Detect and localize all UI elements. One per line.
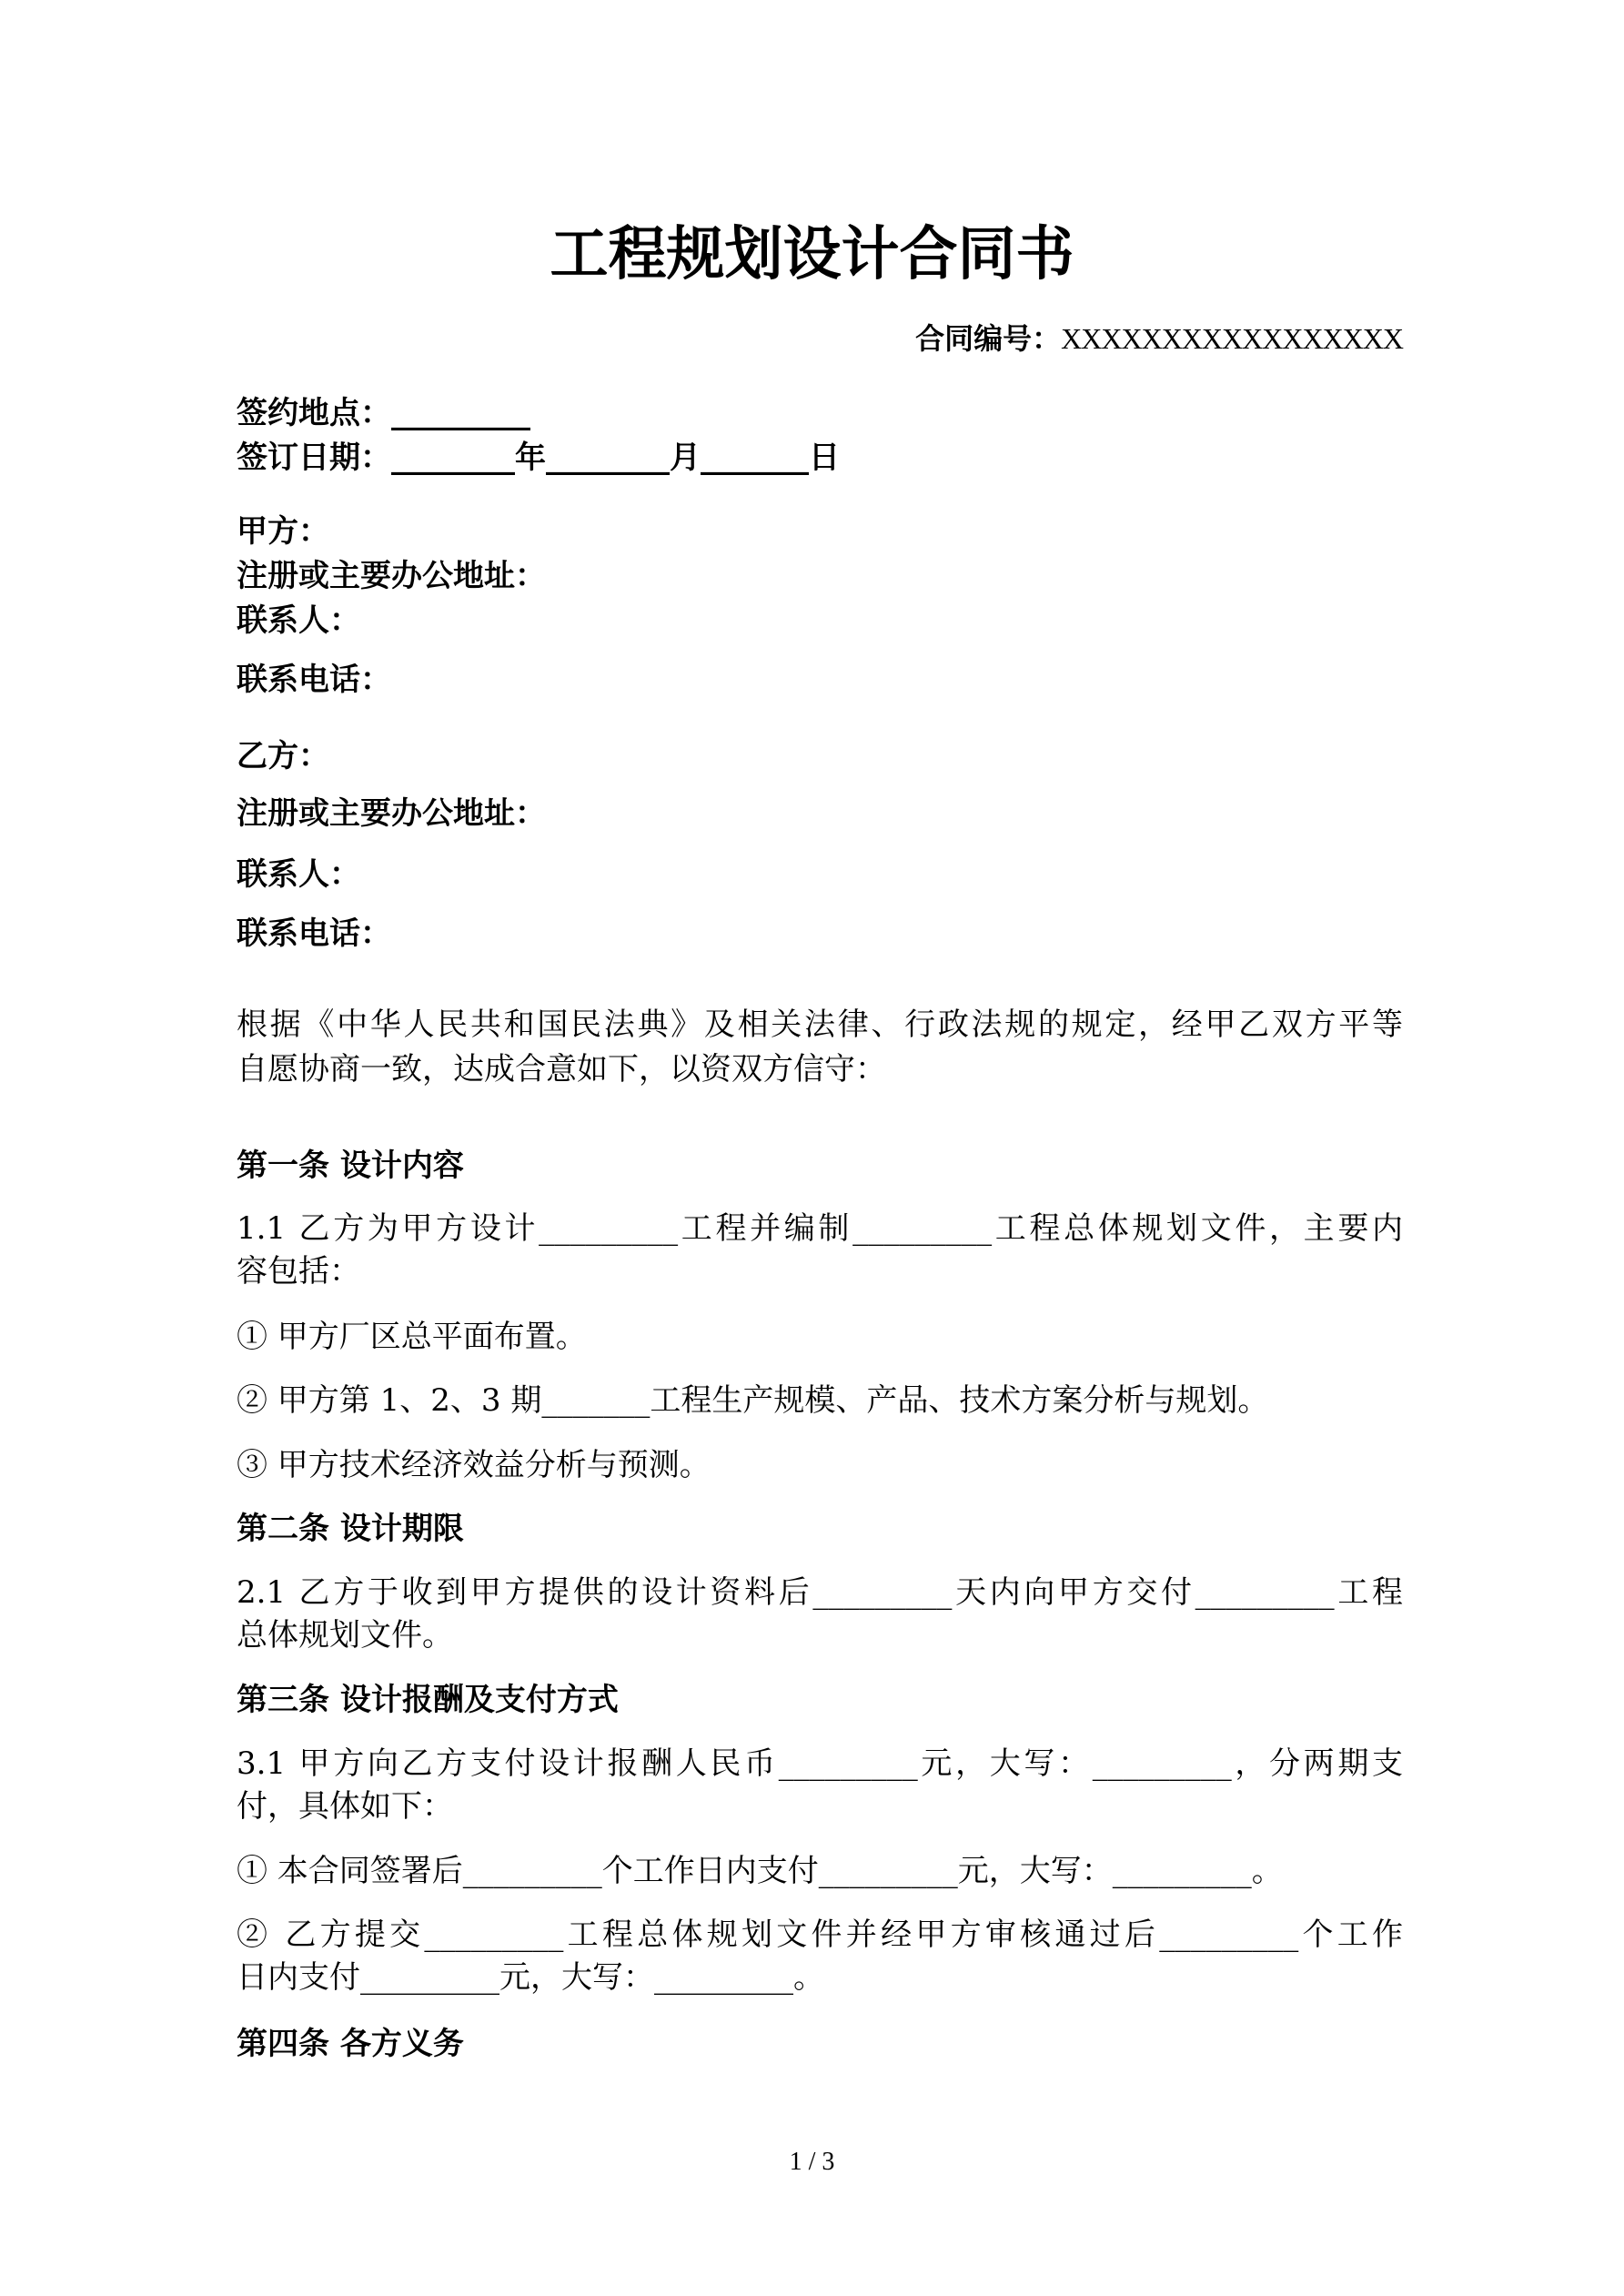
- list-item: ② 乙方提交_________工程总体规划文件并经甲方审核通过后_________个工作: [237, 1917, 1403, 1953]
- party-b-contact: 联系人：: [237, 856, 360, 893]
- contract-number-label: 合同编号：: [915, 321, 1062, 356]
- clause-2-1-line: 总体规划文件。: [237, 1617, 453, 1654]
- party-a-name: 甲方：: [237, 513, 329, 550]
- clause-2-1-line: 2.1 乙方于收到甲方提供的设计资料后_________天内向甲方交付_________工程: [237, 1574, 1403, 1611]
- signing-date: 签订日期：________年________月_______日: [237, 440, 840, 476]
- party-a-phone: 联系电话：: [237, 662, 391, 698]
- clause-1-1-line: 1.1 乙方为甲方设计_________工程并编制_________工程总体规划文件，主要内: [237, 1210, 1403, 1247]
- clause-1-1-line: 容包括：: [237, 1253, 360, 1290]
- party-b-phone: 联系电话：: [237, 915, 391, 952]
- list-item: ③ 甲方技术经济效益分析与预测。: [237, 1447, 711, 1483]
- contract-number: [915, 317, 1403, 360]
- list-item: ① 甲方厂区总平面布置。: [237, 1319, 587, 1355]
- list-item: 日内支付_________元，大写：_________。: [237, 1959, 824, 1996]
- article-3-heading: 第三条 设计报酬及支付方式: [237, 1682, 619, 1718]
- preamble-line: 自愿协商一致，达成合意如下，以资双方信守：: [237, 1051, 886, 1087]
- document-title: 工程规划设计合同书: [550, 221, 1074, 288]
- party-a-contact: 联系人：: [237, 602, 360, 639]
- clause-3-1-line: 3.1 甲方向乙方支付设计报酬人民币_________元，大写：_________，分两期支: [237, 1745, 1403, 1782]
- article-2-heading: 第二条 设计期限: [237, 1511, 464, 1547]
- list-item: ① 本合同签署后_________个工作日内支付_________元，大写：_________。: [237, 1853, 1283, 1889]
- clause-3-1-line: 付，具体如下：: [237, 1788, 453, 1825]
- page-number: 1 / 3: [789, 2148, 835, 2176]
- party-a-address: 注册或主要办公地址：: [237, 558, 546, 594]
- article-1-heading: 第一条 设计内容: [237, 1148, 464, 1184]
- signing-place: 签约地点：_________: [237, 395, 530, 431]
- party-b-address: 注册或主要办公地址：: [237, 795, 546, 832]
- preamble-line: 根据《中华人民共和国民法典》及相关法律、行政法规的规定，经甲乙双方平等: [237, 1006, 1403, 1043]
- article-4-heading: 第四条 各方义务: [237, 2026, 464, 2062]
- party-b-name: 乙方：: [237, 738, 329, 774]
- list-item: ② 甲方第 1、2、3 期_______工程生产规模、产品、技术方案分析与规划。: [237, 1382, 1269, 1419]
- contract-number-value: XXXXXXXXXXXXXXXXX: [1061, 322, 1403, 355]
